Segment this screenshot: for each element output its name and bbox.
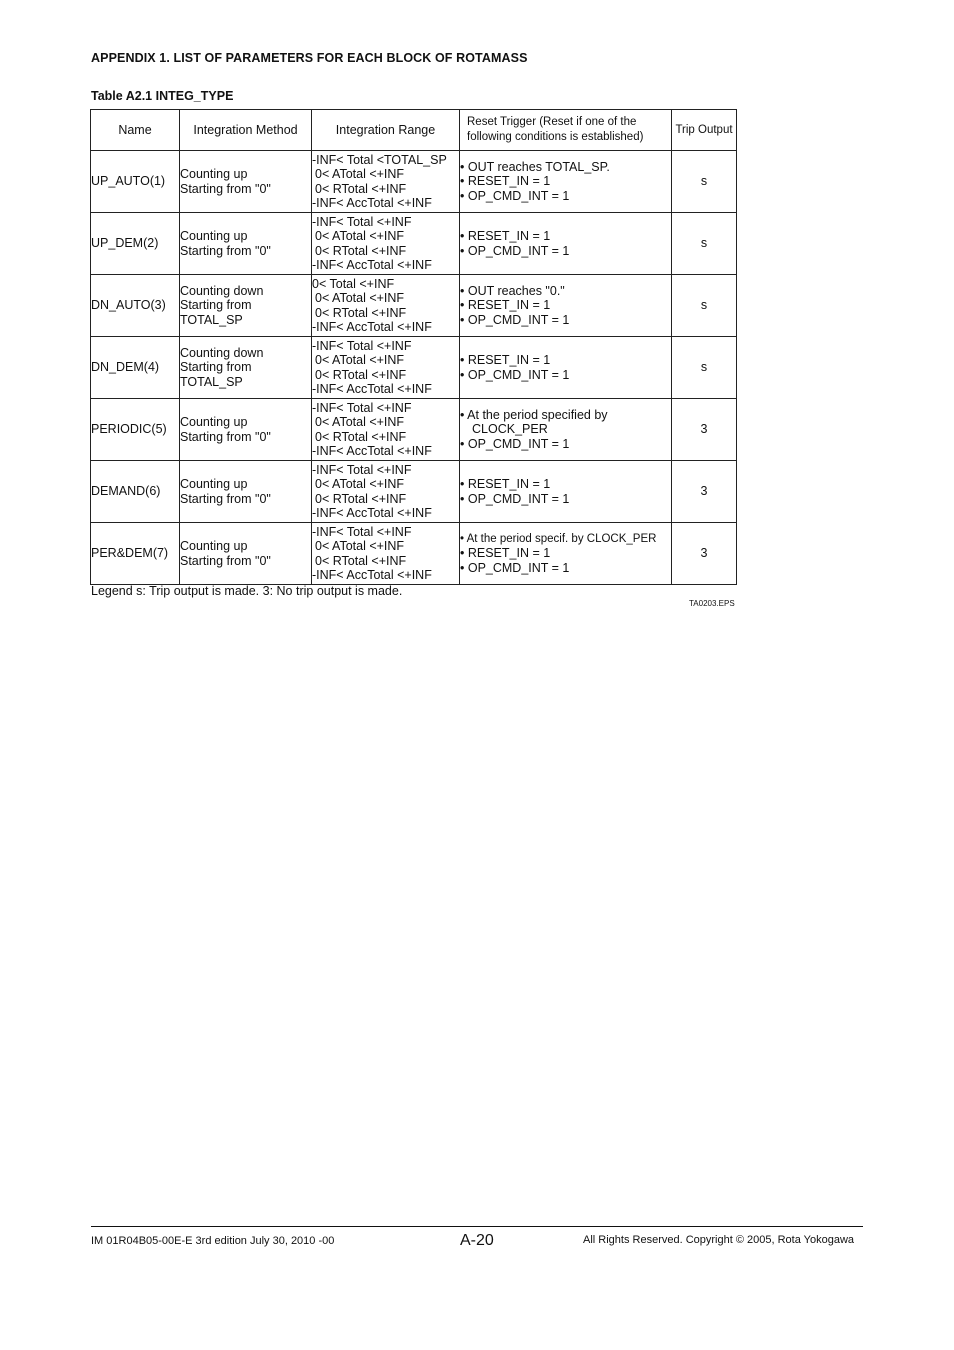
- method-line: Starting from "0": [180, 181, 271, 196]
- range-line: -INF< Total <+INF: [312, 462, 412, 477]
- row-trip: s: [672, 151, 737, 213]
- row-trigger: [460, 461, 672, 523]
- range-line: 0< RTotal <+INF: [315, 181, 407, 196]
- appendix-heading: APPENDIX 1. LIST OF PARAMETERS FOR EACH BLOCK OF ROTAMASS: [91, 51, 528, 65]
- row-name: DN_DEM(4): [91, 337, 180, 399]
- row-trip: 3: [672, 399, 737, 461]
- range-line: 0< RTotal <+INF: [315, 491, 407, 506]
- header-reset-trigger: [460, 110, 672, 151]
- trigger-line: • OP_CMD_INT = 1: [460, 188, 570, 203]
- method-line: Starting from "0": [180, 429, 271, 444]
- trigger-line: • RESET_IN = 1: [460, 298, 551, 313]
- trigger-line: CLOCK_PER: [472, 422, 548, 437]
- range-line: 0< ATotal <+INF: [315, 229, 405, 244]
- row-name: UP_DEM(2): [91, 213, 180, 275]
- row-method: [180, 213, 312, 275]
- figure-id: TA0203.EPS: [689, 599, 735, 608]
- row-name: PER&DEM(7): [91, 523, 180, 585]
- range-line: 0< ATotal <+INF: [315, 353, 405, 368]
- row-method: [180, 399, 312, 461]
- trigger-line: • OP_CMD_INT = 1: [460, 367, 570, 382]
- row-range: [312, 523, 460, 585]
- row-trip: 3: [672, 523, 737, 585]
- row-range: [312, 337, 460, 399]
- table-row: [91, 213, 737, 275]
- range-line: -INF< Total <+INF: [312, 524, 412, 539]
- row-method: [180, 523, 312, 585]
- method-line: Counting up: [180, 229, 248, 244]
- trigger-line: • OP_CMD_INT = 1: [460, 436, 570, 451]
- method-line: Starting from: [180, 360, 252, 375]
- row-method: [180, 337, 312, 399]
- range-line: 0< ATotal <+INF: [315, 167, 405, 182]
- trigger-line: • OP_CMD_INT = 1: [460, 560, 570, 575]
- range-line: 0< RTotal <+INF: [315, 429, 407, 444]
- row-range: [312, 461, 460, 523]
- row-trigger: [460, 151, 672, 213]
- range-line: 0< RTotal <+INF: [315, 243, 407, 258]
- range-line: 0< RTotal <+INF: [315, 553, 407, 568]
- header-name: Name: [91, 110, 180, 151]
- row-name: DN_AUTO(3): [91, 275, 180, 337]
- trigger-line: • OP_CMD_INT = 1: [460, 491, 570, 506]
- row-name: UP_AUTO(1): [91, 151, 180, 213]
- row-name: PERIODIC(5): [91, 399, 180, 461]
- trigger-line: • OP_CMD_INT = 1: [460, 312, 570, 327]
- footer-divider: [91, 1226, 863, 1227]
- range-line: -INF< AccTotal <+INF: [312, 381, 432, 396]
- range-line: 0< Total <+INF: [312, 276, 395, 291]
- table-row: [91, 275, 737, 337]
- range-line: -INF< AccTotal <+INF: [312, 505, 432, 520]
- row-method: [180, 275, 312, 337]
- trigger-line: • OP_CMD_INT = 1: [460, 243, 570, 258]
- row-trigger: [460, 337, 672, 399]
- method-line: TOTAL_SP: [180, 312, 243, 327]
- row-range: [312, 213, 460, 275]
- range-line: -INF< Total <+INF: [312, 214, 412, 229]
- range-line: -INF< AccTotal <+INF: [312, 257, 432, 272]
- method-line: Counting down: [180, 284, 264, 299]
- row-range: [312, 399, 460, 461]
- method-line: Counting up: [180, 539, 248, 554]
- table-row: [91, 337, 737, 399]
- method-line: Counting down: [180, 346, 264, 361]
- table-header-row: [91, 110, 737, 151]
- method-line: Starting from "0": [180, 553, 271, 568]
- trigger-line: • RESET_IN = 1: [460, 546, 551, 561]
- trigger-line: • RESET_IN = 1: [460, 353, 551, 368]
- header-trip-output: Trip Output: [672, 110, 737, 151]
- row-range: [312, 151, 460, 213]
- range-line: -INF< AccTotal <+INF: [312, 319, 432, 334]
- row-method: [180, 151, 312, 213]
- method-line: Starting from "0": [180, 243, 271, 258]
- footer-copyright: All Rights Reserved. Copyright © 2005, Rota Yokogawa: [583, 1234, 855, 1246]
- header-integration-method: Integration Method: [180, 110, 312, 151]
- row-trigger: [460, 399, 672, 461]
- trigger-line: • RESET_IN = 1: [460, 477, 551, 492]
- method-line: Starting from "0": [180, 491, 271, 506]
- row-trip: s: [672, 213, 737, 275]
- trigger-line: • RESET_IN = 1: [460, 174, 551, 189]
- range-line: 0< ATotal <+INF: [315, 291, 405, 306]
- table-row: [91, 461, 737, 523]
- table-caption: Table A2.1 INTEG_TYPE: [91, 89, 234, 103]
- range-line: -INF< Total <+INF: [312, 400, 412, 415]
- header-reset-trigger-line: following conditions is established): [467, 131, 644, 143]
- range-line: -INF< Total <+INF: [312, 338, 412, 353]
- trigger-line: • OUT reaches TOTAL_SP.: [460, 160, 610, 175]
- range-line: 0< ATotal <+INF: [315, 539, 405, 554]
- row-trip: s: [672, 275, 737, 337]
- row-trigger: [460, 275, 672, 337]
- row-trigger: [460, 213, 672, 275]
- range-line: -INF< Total <TOTAL_SP: [312, 152, 447, 167]
- method-line: Counting up: [180, 415, 248, 430]
- header-integration-range: Integration Range: [312, 110, 460, 151]
- table-row: [91, 399, 737, 461]
- trigger-line: • OUT reaches "0.": [460, 284, 565, 299]
- range-line: -INF< AccTotal <+INF: [312, 443, 432, 458]
- table-legend: Legend s: Trip output is made. 3: No trip output is made.: [91, 584, 403, 598]
- range-line: -INF< AccTotal <+INF: [312, 567, 432, 582]
- header-reset-trigger-line: Reset Trigger (Reset if one of the: [467, 116, 637, 128]
- range-line: 0< RTotal <+INF: [315, 305, 407, 320]
- range-line: -INF< AccTotal <+INF: [312, 195, 432, 210]
- table-row: [91, 523, 737, 585]
- trigger-line: • At the period specif. by CLOCK_PER: [460, 533, 657, 546]
- range-line: 0< ATotal <+INF: [315, 415, 405, 430]
- trigger-line: • At the period specified by: [460, 408, 608, 423]
- method-line: Starting from: [180, 298, 252, 313]
- trigger-line: • RESET_IN = 1: [460, 229, 551, 244]
- row-trigger: [460, 523, 672, 585]
- row-range: [312, 275, 460, 337]
- method-line: Counting up: [180, 477, 248, 492]
- method-line: Counting up: [180, 167, 248, 182]
- footer-page-number: A-20: [460, 1232, 494, 1249]
- row-name: DEMAND(6): [91, 461, 180, 523]
- table-row: [91, 151, 737, 213]
- row-method: [180, 461, 312, 523]
- range-line: 0< RTotal <+INF: [315, 367, 407, 382]
- row-trip: s: [672, 337, 737, 399]
- integ-type-table: [90, 109, 737, 585]
- row-trip: 3: [672, 461, 737, 523]
- footer-doc-id: IM 01R04B05-00E-E 3rd edition July 30, 2010 -00: [91, 1235, 335, 1247]
- method-line: TOTAL_SP: [180, 374, 243, 389]
- range-line: 0< ATotal <+INF: [315, 477, 405, 492]
